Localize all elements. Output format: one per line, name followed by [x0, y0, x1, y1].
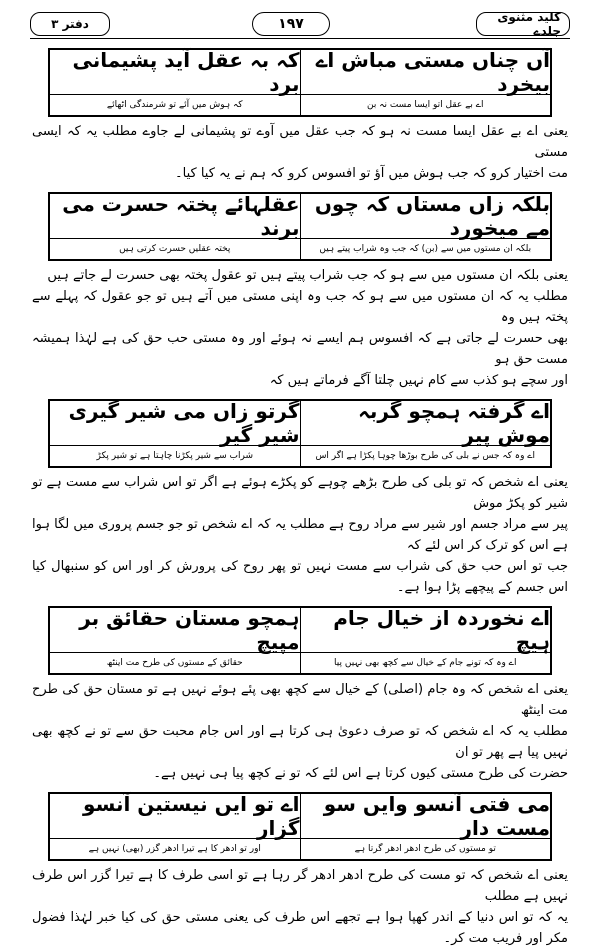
verse-first-half: می فتی آنسو وایں سو مست دار	[323, 792, 550, 840]
verse-box	[48, 192, 552, 261]
page	[30, 10, 570, 946]
commentary-line: جب تو اس حب حق کی شراب سے مست نہیں تو پھر روح کی پرورش کر اور اس کو سنبھال کیا اس جسم کے پیچھے پڑا ہوا ہے۔	[32, 559, 568, 595]
commentary-line: یعنی اے شخص کہ وہ جام (اصلی) کے خیال سے کچھ بھی پئے ہوئے نہیں ہے تو مستان حق کی طرح مت اینٹھ	[32, 682, 568, 718]
verse-second-half: کہ بہ عقل آید پشیمانی برد	[50, 50, 301, 94]
commentary-line: یعنی اے شخص کہ تو مست کی طرح ادھر ادھر گر رہا ہے تو اسی طرف کا ہے تیرا گزر اس طرف نہیں ہے مطلب	[32, 868, 568, 904]
verse-gloss-second: اور تو ادھر کا ہے تیرا ادھر گزر (بھی) نہیں ہے	[50, 839, 301, 859]
commentary-line: یہ کہ تو اس دنیا کے اندر کھپا ہوا ہے تجھے اس طرف کی یعنی مستی حق کی کیا خبر لہٰذا فضول مکر اور فریب مت کر۔	[32, 910, 568, 946]
commentary-paragraph	[30, 472, 570, 598]
verse-gloss-first: تو مستوں کی طرح ادھر ادھر گرتا ہے	[354, 844, 496, 854]
verse-gloss-first: اے بے عقل اتو ایسا مست نہ بن	[366, 100, 484, 110]
verse-box	[48, 48, 552, 117]
verse-first-half: اے نخوردہ از خیال جام ہیچ	[333, 606, 550, 654]
verse-gloss-first: اے وہ کہ جس نے بلی کی طرح بوڑھا چوہا پکڑا ہے اگر اس	[315, 451, 536, 461]
commentary-line: پیر سے مراد جسم اور شیر سے مراد روح ہے مطلب یہ کہ اے شخص تو جو جسم پروری میں لگا ہوا ہے اس کو ترک کر اس لئے کہ	[32, 517, 568, 553]
verse-gloss-second: حقائق کے مستوں کی طرح مت اینٹھ	[50, 653, 301, 673]
page-header	[30, 10, 570, 40]
verse-gloss-first: بلکہ ان مستوں میں سے (بن) کہ جب وہ شراب پیتے ہیں	[319, 244, 532, 254]
commentary-line: یعنی اے بے عقل ایسا مست نہ ہو کہ جب عقل میں آوے تو پشیمانی لے جاوے مطلب یہ کہ ایسی مستی	[32, 124, 568, 160]
verse-second-half: عقلہائے پختہ حسرت می برند	[50, 194, 301, 238]
verse-second-half: ہمچو مستان حقائق بر مپیچ	[50, 608, 301, 652]
verse-first-half: بلکہ زاں مستاں کہ چوں مے میخورد	[314, 192, 550, 240]
commentary-paragraph	[30, 865, 570, 949]
commentary-paragraph	[30, 679, 570, 784]
verse-box	[48, 606, 552, 675]
commentary-line: مت اختیار کرو کہ جب ہوش میں آؤ تو افسوس کرو کہ ہم نے یہ کیا کیا۔	[175, 166, 568, 181]
header-divider	[30, 38, 570, 39]
commentary-line: بھی حسرت لے جاتی ہے کہ افسوس ہم ایسے نہ ہوئے اور وہ مستی حب حق کی ہے لہٰذا ہمیشہ مست حق ہو	[32, 331, 568, 367]
verse-gloss-first: اے وہ کہ تونے جام کے خیال سے کچھ بھی نہیں پیا	[334, 658, 517, 668]
verse-first-half: آں چناں مستی مباش اے بیخرد	[315, 48, 550, 96]
book-title: کلید مثنوی جلدے	[476, 12, 570, 36]
volume-label: دفتر ۳	[30, 12, 110, 36]
commentary-line: یعنی اے شخص کہ تو بلی کی طرح بڑھے چوہے کو پکڑے ہوئے ہے اگر تو اس شراب سے مست ہے تو شیر کو پکڑ موش	[32, 475, 568, 511]
verse-first-half: اے گرفتہ ہمچو گربہ موش پیر	[358, 399, 550, 447]
verse-second-half: گرتو زاں می شیر گیری شیر گیر	[50, 401, 301, 445]
commentary-line: مطلب یہ کہ ان مستوں میں سے ہو کہ جب وہ اپنی مستی میں آتے ہیں تو جو عقول کہ پہلے سے پختہ ہیں وہ	[32, 289, 568, 325]
verse-box	[48, 792, 552, 861]
commentary-line: یعنی بلکہ ان مستوں میں سے ہو کہ جب شراب پیتے ہیں تو عقول پختہ بھی حسرت لے جاتے ہیں	[47, 268, 568, 283]
commentary-line: اور سچے ہو کذب سے کام نہیں چلتا آگے فرماتے ہیں کہ	[269, 373, 568, 388]
verse-gloss-second: پختہ عقلیں حسرت کرتی ہیں	[50, 239, 301, 259]
verse-gloss-second: کہ ہوش میں آئے تو شرمندگی اٹھائے	[50, 95, 301, 115]
commentary-line: حضرت کی طرح مستی کیوں کرتا ہے اس لئے کہ تو نے کچھ پیا ہی نہیں ہے۔	[153, 766, 568, 781]
verse-second-half: اے تو ایں نیستین آنسو گزار	[50, 794, 301, 838]
commentary-paragraph	[30, 121, 570, 184]
verse-gloss-second: شراب سے شیر پکڑنا چاہتا ہے تو شیر پکڑ	[50, 446, 301, 466]
verse-box	[48, 399, 552, 468]
page-number: ۱۹۷	[252, 12, 330, 36]
commentary-paragraph	[30, 265, 570, 391]
commentary-line: مطلب یہ کہ اے شخص کہ تو صرف دعویٰ ہی کرتا ہے اور اس جام محبت حق سے تو نے کچھ بھی نہیں پیا ہے پھر تو ان	[32, 724, 568, 760]
